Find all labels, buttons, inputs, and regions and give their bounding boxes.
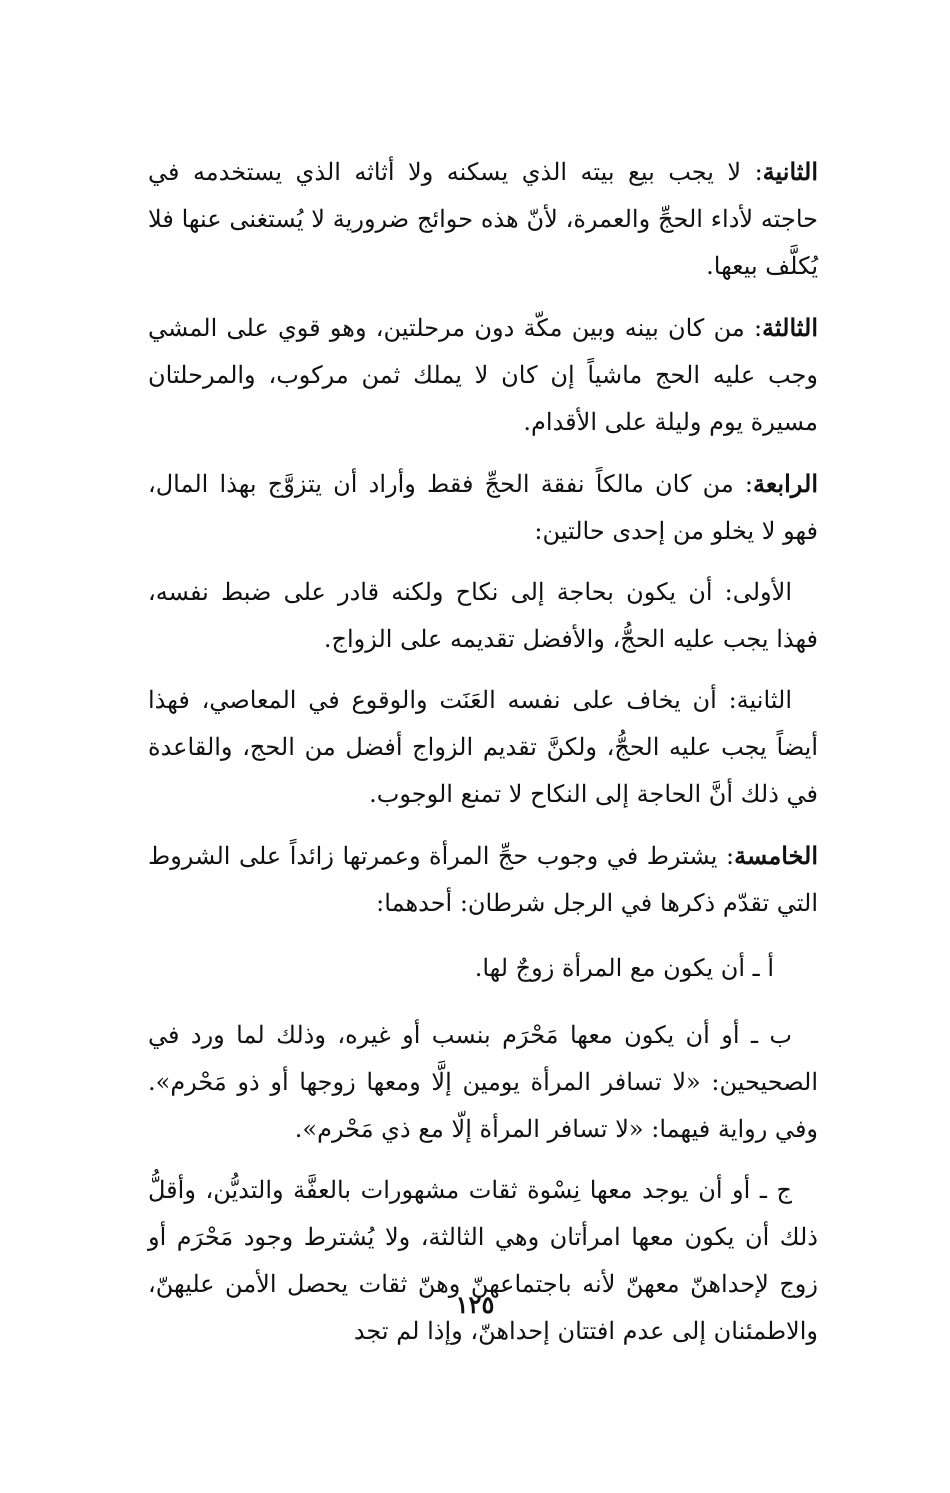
- paragraph-text: الثانية: أن يخاف على نفسه العَنَت والوقوع في المعاصي، فهذا أيضاً يجب عليه الحجُّ، ولكنَّ تقديم الزواج أفضل من الحج، والقاعدة في ذلك أنَّ الحاجة إلى النكاح لا تمنع الوجوب.: [148, 686, 818, 808]
- paragraph-case-second: [148, 677, 818, 818]
- paragraph-text: : يشترط في وجوب حجِّ المرأة وعمرتها زائداً على الشروط التي تقدّم ذكرها في الرجل شرطان: أحدهما:: [148, 842, 818, 917]
- paragraph-text: ج ـ أو أن يوجد معها نِسْوة ثقات مشهورات بالعفَّة والتديُّن، وأقلُّ ذلك أن يكون معها امرأتان وهي الثالثة، ولا يُشترط وجود مَحْرَم أو زوج لإحداهنّ معهنّ لأنه باجتماعهنّ وهنّ ثقات يحصل الأمن عليهنّ، والاطمئنان إلى عدم افتتان إحداهنّ، وإذا لم تجد: [148, 1176, 818, 1345]
- paragraph-text: : من كان بينه وبين مكّة دون مرحلتين، وهو قوي على المشي وجب عليه الحج ماشياً إن كان لا يملك ثمن مركوب، والمرحلتان مسيرة يوم وليلة على الأقدام.: [148, 314, 818, 436]
- paragraph-text: ب ـ أو أن يكون معها مَحْرَم بنسب أو غيره، وذلك لما ورد في الصحيحين: «لا تسافر المرأة يومين إلَّا ومعها زوجها أو ذو مَحْرم». وفي رواية فيهما: «لا تسافر المرأة إلّا مع ذي مَحْرم».: [148, 1021, 818, 1143]
- paragraph-fourth: [148, 460, 818, 555]
- paragraph-item-a: [148, 945, 774, 992]
- paragraph-case-first: [148, 569, 818, 663]
- paragraph-item-b: [148, 1012, 818, 1153]
- page-body: [148, 148, 818, 1369]
- paragraph-heading: الخامسة: [734, 841, 818, 870]
- paragraph-text: : لا يجب بيع بيته الذي يسكنه ولا أثاثه الذي يستخدمه في حاجته لأداء الحجِّ والعمرة، لأنّ هذه حوائج ضرورية لا يُستغنى عنها فلا يُكلَّف بيعها.: [148, 158, 818, 280]
- paragraph-heading: الثانية: [762, 157, 818, 186]
- paragraph-fifth: [148, 832, 818, 927]
- paragraph-text: : من كان مالكاً نفقة الحجِّ فقط وأراد أن يتزوَّج بهذا المال، فهو لا يخلو من إحدى حالتين:: [148, 470, 818, 545]
- paragraph-item-c: [148, 1167, 818, 1355]
- page-number: ١٢٥: [455, 1290, 495, 1319]
- paragraph-third: [148, 304, 818, 446]
- paragraph-text: الأولى: أن يكون بحاجة إلى نكاح ولكنه قادر على ضبط نفسه، فهذا يجب عليه الحجُّ، والأفضل تقديمه على الزواج.: [148, 578, 818, 653]
- paragraph-text: أ ـ أن يكون مع المرأة زوجٌ لها.: [474, 954, 774, 982]
- paragraph-heading: الرابعة: [752, 469, 818, 498]
- paragraph-heading: الثالثة: [762, 313, 818, 342]
- paragraph-second: [148, 148, 818, 290]
